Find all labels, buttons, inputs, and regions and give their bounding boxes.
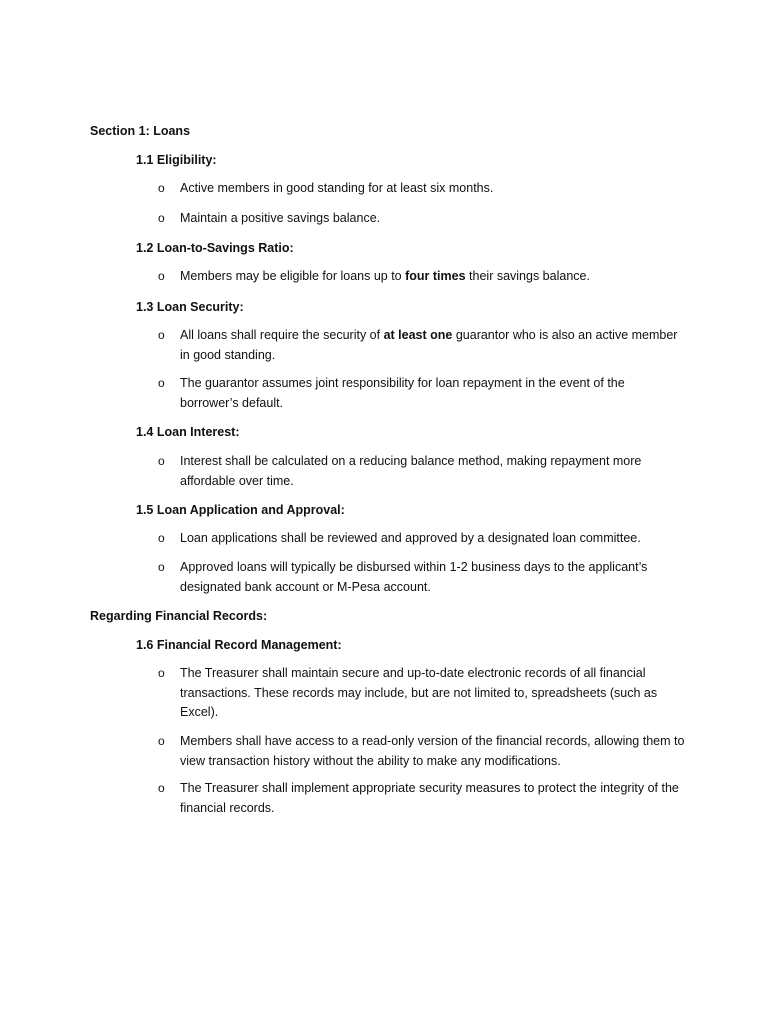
subheading-financial-record-management: 1.6 Financial Record Management: — [136, 638, 342, 652]
bullet-icon: o — [158, 181, 165, 195]
bullet-icon: o — [158, 560, 165, 574]
list-item-text: Maintain a positive savings balance. — [180, 211, 381, 225]
bullet-icon: o — [158, 376, 165, 390]
section-heading-financial-records: Regarding Financial Records: — [90, 609, 268, 623]
text-run: Members may be eligible for loans up to — [180, 269, 406, 283]
subheading-eligibility: 1.1 Eligibility: — [136, 153, 217, 167]
subheading-loan-to-savings-ratio: 1.2 Loan-to-Savings Ratio: — [136, 241, 294, 255]
list-item-text: Members shall have access to a read-only version of the financial records, allowing them to view transaction history without the ability to make any modifications. — [180, 734, 685, 768]
emphasis-text: four times — [405, 269, 466, 283]
bullet-icon: o — [158, 328, 165, 342]
list-item-text: Loan applications shall be reviewed and approved by a designated loan committee. — [180, 531, 641, 545]
list-item-text: The guarantor assumes joint responsibility for loan repayment in the event of the borrower’s default. — [180, 376, 625, 410]
bullet-icon: o — [158, 269, 165, 283]
section-heading-loans: Section 1: Loans — [90, 124, 191, 138]
bullet-icon: o — [158, 211, 165, 225]
subheading-loan-application-approval: 1.5 Loan Application and Approval: — [136, 503, 345, 517]
list-item-text: Approved loans will typically be disbursed within 1-2 business days to the applicant’s designated bank account or M-Pesa account. — [180, 560, 648, 594]
bullet-icon: o — [158, 666, 165, 680]
subheading-loan-interest: 1.4 Loan Interest: — [136, 425, 240, 439]
bullet-icon: o — [158, 734, 165, 748]
bullet-icon: o — [158, 454, 165, 468]
list-item-text: The Treasurer shall implement appropriate security measures to protect the integrity of the financial records. — [180, 781, 679, 815]
subheading-loan-security: 1.3 Loan Security: — [136, 300, 244, 314]
list-item-text — [180, 267, 685, 287]
bullet-icon: o — [158, 531, 165, 545]
text-run: their savings balance. — [465, 269, 590, 283]
list-item-text — [180, 326, 685, 365]
list-item-text: Interest shall be calculated on a reducing balance method, making repayment more affordable over time. — [180, 454, 642, 488]
bullet-icon: o — [158, 781, 165, 795]
text-run: guarantor who is also an active member in good standing. — [180, 328, 678, 362]
text-run: All loans shall require the security of — [180, 328, 384, 342]
emphasis-text: at least one — [383, 328, 453, 342]
list-item-text: The Treasurer shall maintain secure and up-to-date electronic records of all financial transactions. These records may include, but are not limited to, spreadsheets (such as Excel). — [180, 666, 658, 719]
list-item-text: Active members in good standing for at least six months. — [180, 181, 494, 195]
